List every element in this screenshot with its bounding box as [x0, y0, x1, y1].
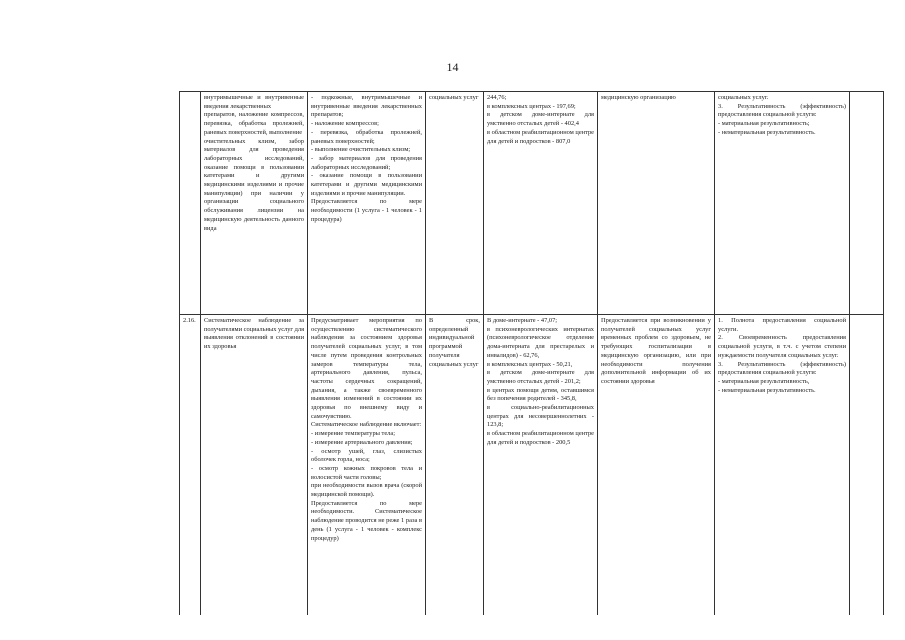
- text-line: 1. Полнота предоставления социальной услуги.: [718, 317, 846, 333]
- text-line: - осмотр кожных покровов тела и волосистой части головы;: [311, 464, 422, 481]
- text-line: - наложение компрессов;: [311, 120, 379, 128]
- quality-cell: [715, 92, 850, 315]
- text-line: в центрах помощи детям, оставшимся без попечения родителей - 345,8,: [487, 386, 594, 403]
- text-line: Систематическое наблюдение за получателями социальных услуг для выявления отклонений в состоянии их здоровья: [204, 317, 305, 351]
- text-line: - перевязка, обработка пролежней, раневых поверхностей;: [311, 128, 422, 145]
- page-number: 14: [446, 60, 459, 74]
- text-line: в областном реабилитационном центре для детей и подростков - 200,5: [487, 430, 594, 446]
- conditions-cell: [598, 315, 715, 616]
- text-line: 244,76;: [487, 94, 507, 101]
- tariff-cell: [484, 315, 598, 616]
- text-line: - измерение температуры тела;: [311, 430, 395, 438]
- extra-cell: [850, 315, 884, 616]
- text-line: - выполнение очистительных клизм;: [311, 146, 411, 154]
- table-row: [180, 92, 884, 315]
- text-line: Предоставляется при возникновении у получателей социальных услуг временных проблем со здоровьем, не требующих госпитализации в медицинскую организацию, или при необходимости получения дополнительной информации об их состоянии здоровья: [601, 317, 711, 385]
- text-line: Предусматривает мероприятия по осуществлению систематического наблюдения за состоянием здоровья получателей социальных услуг, в том числе путем проведения контрольных замеров температуры тела, артериального давления, пульса, частоты сердечных сокращений, дыхания, а также своевременного выявления изменений в состоянии их здоровья по внешнему виду и самочувствию.: [311, 317, 422, 420]
- text-line: Предоставляется по мере необходимости (1 услуга - 1 человек - 1 процедура): [311, 198, 422, 223]
- row-number-cell: [180, 92, 201, 315]
- text-line: - нематериальная результативность.: [718, 128, 816, 136]
- text-line: - материальная результативность;: [718, 120, 810, 128]
- row-number-cell: 2.16.: [180, 315, 201, 616]
- text-line: в комплексных центрах - 197,69;: [487, 102, 576, 110]
- term-cell: [426, 92, 484, 315]
- text-line: - оказание помощи в пользовании катетерами и другими медицинскими изделиями и прочие манипуляции.: [311, 172, 422, 197]
- tariff-cell: [484, 92, 598, 315]
- text-line: при необходимости вызов врача (скорой медицинской помощи).: [311, 482, 422, 499]
- text-line: - материальная результативность,: [718, 377, 810, 385]
- text-line: внутримышечные и внутривенные введения лекарственных: [204, 94, 304, 110]
- text-line: в социально-реабилитационных центрах для несовершеннолетних - 123,8;: [487, 404, 594, 429]
- services-table: [179, 91, 884, 615]
- text-line: - подкожные, внутримышечные и внутривенные введения лекарственных препаратов;: [311, 94, 422, 119]
- text-line: медицинскую организацию: [601, 94, 676, 101]
- text-line: социальных услуг: [429, 94, 479, 101]
- conditions-cell: [598, 92, 715, 315]
- text-line: 3. Результативность (эффективность) предоставления социальной услуги:: [718, 102, 846, 119]
- text-line: Предоставляется по мере необходимости. Систематическое наблюдение проводится не реже 1 раза в день (1 услуга - 1 человек - комплекс процедур): [311, 499, 422, 542]
- text-line: - измерение артериального давления;: [311, 438, 413, 446]
- term-cell: [426, 315, 484, 616]
- text-line: в психоневрологических интернатах (психоневрологическое отделение дома-интерната для престарелых и инвалидов) - 62,76,: [487, 325, 594, 359]
- text-line: В срок, определенный индивидуальной программой получателя социальных услуг: [429, 317, 480, 368]
- text-line: препаратов, наложение компрессов, перевязка, обработка пролежней, раневых поверхностей, выполнение: [204, 111, 304, 136]
- text-line: в детском доме-интернате для умственно отсталых детей - 402,4: [487, 111, 594, 128]
- text-line: 2. Своевременность предоставления социальной услуги, в т.ч. с учетом степени нуждаемости получателя социальных услуг.: [718, 334, 846, 359]
- service-name-cell: [201, 92, 308, 315]
- extra-cell: [850, 92, 884, 315]
- text-line: - осмотр ушей, глаз, слизистых оболочек горла, носа;: [311, 447, 422, 464]
- service-description-cell: [308, 315, 426, 616]
- service-description-cell: [308, 92, 426, 315]
- text-line: - забор материалов для проведения лабораторных исследований;: [311, 154, 422, 171]
- quality-cell: [715, 315, 850, 616]
- text-line: Систематическое наблюдение включает:: [311, 421, 422, 429]
- text-line: - нематериальная результативность.: [718, 386, 816, 394]
- text-line: 3. Результативность (эффективность) предоставления социальной услуги:: [718, 360, 846, 377]
- text-line: социальных услуг.: [718, 94, 769, 101]
- service-name-cell: [201, 315, 308, 616]
- text-line: в областном реабилитационном центре для детей и подростков - 807,0: [487, 128, 594, 145]
- text-line: В доме-интернате - 47,07;: [487, 317, 558, 324]
- text-line: в детском доме-интернате для умственно отсталых детей - 201,2;: [487, 369, 594, 385]
- text-line: в комплексных центрах - 50,21,: [487, 360, 573, 368]
- text-line: очистительных клизм, забор материалов для проведения лабораторных исследований, оказание помощи в пользовании катетерами и другими медицинскими изделиями и прочие манипуляции) при наличии у организации социального обслуживания лицензии на медицинскую деятельность данного вида: [204, 137, 304, 232]
- table-row: [180, 315, 884, 616]
